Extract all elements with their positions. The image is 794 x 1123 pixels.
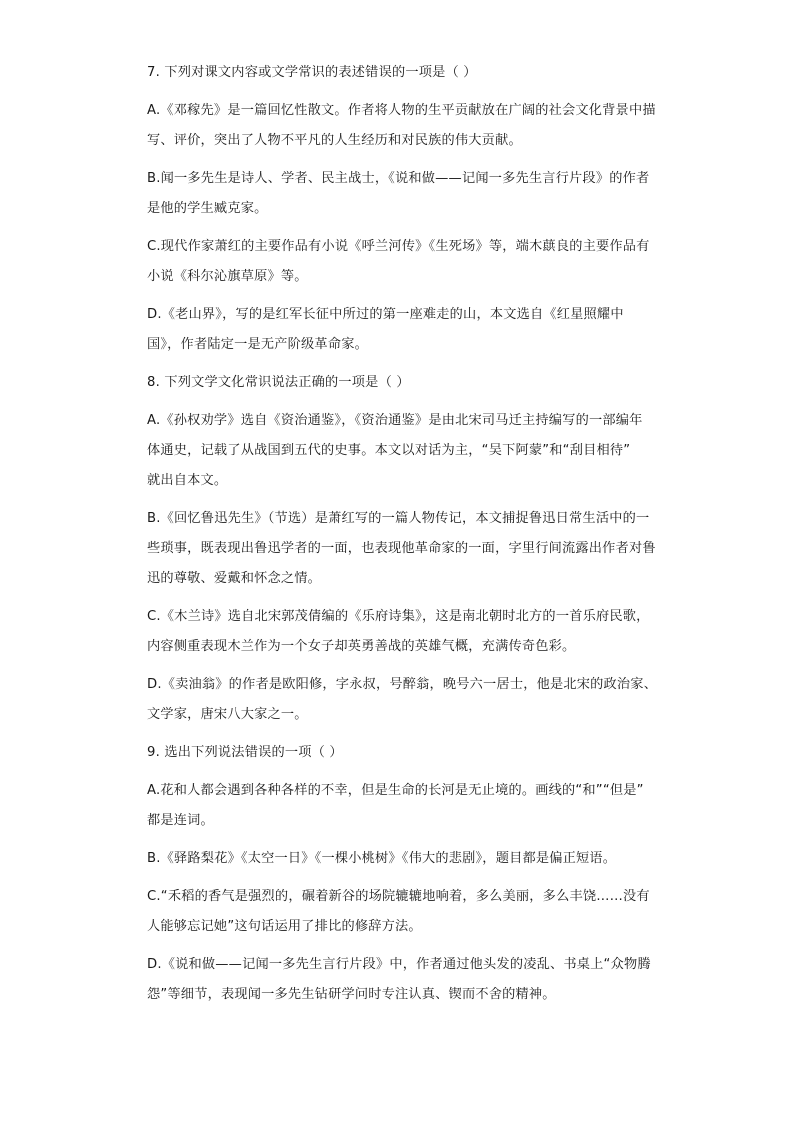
option-line: C.《木兰诗》选自北宋郭茂倩编的《乐府诗集》，这是南北朝时北方的一首乐府民歌， [147,609,650,624]
option-line: D.《卖油翁》的作者是欧阳修，字永叔，号醉翁，晚号六一居士，他是北宋的政治家、 [147,677,658,692]
question-8-option-c [147,606,687,658]
question-9-option-d [147,954,687,1006]
question-list [147,62,687,1022]
option-line: 小说《科尔沁旗草原》等。 [147,269,308,284]
option-line: D.《老山界》，写的是红军长征中所过的第一座难走的山，本文选自《红星照耀中 [147,307,624,322]
option-line: A.花和人都会遇到各种各样的不幸，但是生命的长河是无止境的。画线的“和”“但是” [147,783,644,798]
option-line: 文学家，唐宋八大家之一。 [147,707,308,722]
question-9-stem: 9. 选出下列说法错误的一项（ ） [147,745,343,760]
option-line: 人能够忘记她”这句话运用了排比的修辞方法。 [147,919,422,934]
option-line: 写、评价，突出了人物不平凡的人生经历和对民族的伟大贡献。 [147,133,522,148]
question-7-option-c [147,236,687,288]
option-line: 是他的学生臧克家。 [147,201,268,216]
option-line: C.“禾稻的香气是强烈的，碾着新谷的场院辘辘地响着，多么美丽，多么丰饶……没有 [147,889,650,904]
question-7-stem: 7. 下列对课文内容或文学常识的表述错误的一项是（ ） [147,65,477,80]
question-7-option-b [147,168,687,220]
option-line: 些琐事，既表现出鲁迅学者的一面，也表现他革命家的一面，字里行间流露出作者对鲁 [147,541,656,556]
option-line: 就出自本文。 [147,473,228,488]
option-line: B.《回忆鲁迅先生》（节选）是萧红写的一篇人物传记，本文捕捉鲁迅日常生活中的一 [147,511,650,526]
question-9-option-a [147,780,687,832]
question-9-option-c [147,886,687,938]
question-8-option-a [147,410,687,492]
option-line: 迅的尊敬、爱戴和怀念之情。 [147,571,322,586]
question-7 [147,62,687,356]
option-line: D.《说和做——记闻一多先生言行片段》中，作者通过他头发的凌乱、书桌上“众物腾 [147,957,651,972]
question-9-option-b [147,848,687,870]
option-line: 国》，作者陆定一是无产阶级革命家。 [147,337,368,352]
option-line: 怨”等细节，表现闻一多先生钻研学问时专注认真、锲而不舍的精神。 [147,987,556,1002]
option-line: 内容侧重表现木兰作为一个女子却英勇善战的英雄气概，充满传奇色彩。 [147,639,576,654]
question-8 [147,372,687,726]
option-line: 体通史，记载了从战国到五代的史事。本文以对话为主，“吴下阿蒙”和“刮目相待” [147,443,631,458]
question-8-option-b [147,508,687,590]
option-line: B.《驿路梨花》《太空一日》《一棵小桃树》《伟大的悲剧》，题目都是偏正短语。 [147,851,617,866]
question-8-stem: 8. 下列文学文化常识说法正确的一项是（ ） [147,375,410,390]
option-line: 都是连词。 [147,813,214,828]
question-7-option-d [147,304,687,356]
option-line: C.现代作家萧红的主要作品有小说《呼兰河传》《生死场》等，端木蕻良的主要作品有 [147,239,650,254]
question-9 [147,742,687,1006]
question-8-option-d [147,674,687,726]
option-line: A.《孙权劝学》选自《资治通鉴》，《资治通鉴》是由北宋司马迁主持编写的一部编年 [147,413,643,428]
question-7-option-a [147,100,687,152]
option-line: B.闻一多先生是诗人、学者、民主战士，《说和做——记闻一多先生言行片段》的作者 [147,171,650,186]
option-line: A.《邓稼先》是一篇回忆性散文。作者将人物的生平贡献放在广阔的社会文化背景中描 [147,103,656,118]
